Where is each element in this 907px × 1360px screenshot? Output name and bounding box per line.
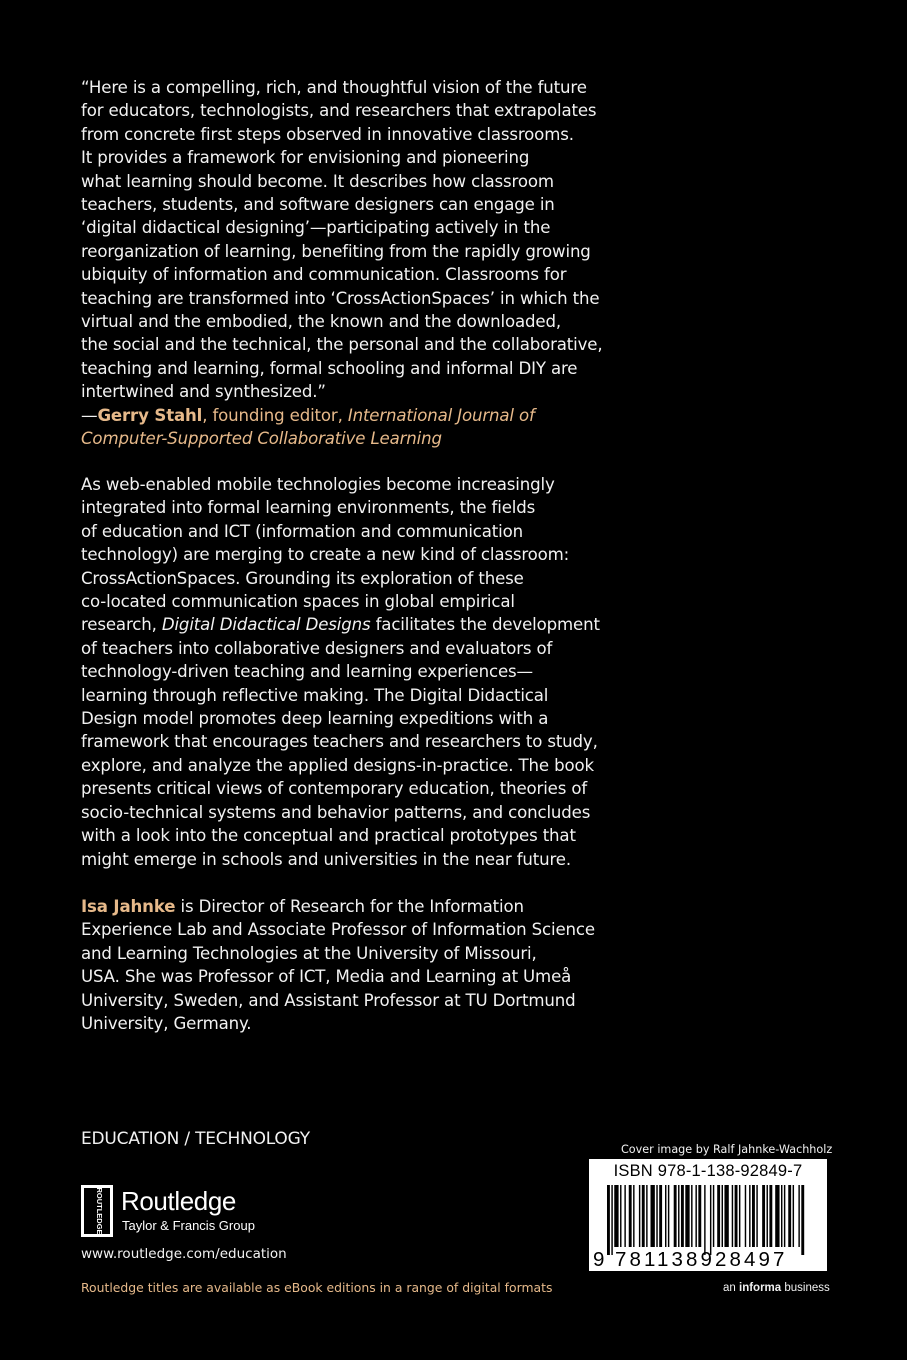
barcode-bar [745,1185,746,1247]
barcode-bar [732,1185,733,1247]
barcode-bar [665,1185,666,1247]
description-line: CrossActionSpaces. Grounding its exploration of these [81,568,524,588]
barcode-bar [739,1185,740,1247]
barcode-bar [674,1185,677,1247]
bio-line: USA. She was Professor of ICT, Media and Learning at Umeå [81,967,572,987]
title-line-suffix: facilitates the development [370,615,600,635]
barcode-bar [704,1185,705,1255]
barcode-bar [724,1185,728,1247]
publisher-group: Taylor & Francis Group [122,1218,255,1233]
informa-prefix: an [723,1282,739,1294]
blurb-line: virtual and the embodied, the known and the downloaded, [81,312,561,332]
description-line: with a look into the conceptual and practical prototypes that [81,826,576,846]
endorsement-blurb [81,76,611,451]
description-line: technology) are merging to create a new kind of classroom: [81,545,570,565]
blurb-line: It provides a framework for envisioning and pioneering [81,148,530,168]
journal-title-line1: International Journal of [347,405,535,425]
barcode-bar [639,1185,640,1247]
barcode-bar [620,1185,621,1247]
blurb-line: ubiquity of information and communication. Classrooms for [81,265,567,285]
attribution-dash: — [81,405,98,425]
book-description [81,473,611,871]
barcode-bar [735,1185,738,1247]
blurb-line: reorganization of learning, benefiting from the rapidly growing [81,241,591,261]
isbn-label: ISBN 978-1-138-92849-7 [613,1162,803,1180]
barcode-bar [801,1185,804,1255]
barcode-bar [762,1185,765,1247]
ebook-note: Routledge titles are available as eBook editions in a range of digital formats [81,1280,553,1295]
description-line: technology-driven teaching and learning experiences— [81,662,533,682]
description-line: presents critical views of contemporary education, theories of [81,779,588,799]
blurb-text [81,76,611,404]
barcode-bar [646,1185,647,1247]
blurb-line: “Here is a compelling, rich, and thoughtful vision of the future [81,78,587,97]
bio-first-line [81,895,611,918]
attribution-name: Gerry Stahl [97,405,203,425]
barcode-bar [691,1185,692,1247]
publisher-url[interactable]: www.routledge.com/education [81,1246,287,1262]
barcode-bar [624,1185,625,1247]
description-line: framework that encourages teachers and researchers to study, [81,732,598,752]
bio-line: University, Sweden, and Assistant Professor at TU Dortmund [81,990,576,1010]
description-line: of teachers into collaborative designers and evaluators of [81,638,553,658]
description-line: co-located communication spaces in global empirical [81,592,515,612]
barcode-bar [614,1185,618,1247]
barcode-bar [668,1185,669,1247]
book-title: Digital Didactical Designs [161,615,371,635]
blurb-line: from concrete first steps observed in innovative classrooms. [81,124,574,144]
barcode-bar [722,1185,723,1247]
barcode-bar [784,1185,785,1247]
description-line: of education and ICT (information and communication [81,521,523,541]
barcode-bar [752,1185,755,1247]
barcode-bar [685,1185,689,1247]
attribution-role: , founding editor, [202,405,348,425]
title-line-prefix: research, [81,615,162,635]
description-line: Design model promotes deep learning expeditions with a [81,709,549,729]
subject-category: EDUCATION / TECHNOLOGY [81,1129,310,1149]
barcode-bar [659,1185,662,1247]
description-line: might emerge in schools and universities in the near future. [81,849,571,869]
cover-credit: Cover image by Ralf Jahnke-Wachholz [621,1143,833,1156]
barcode-bar [710,1185,711,1255]
blurb-line: intertwined and synthesized.” [81,382,326,402]
logo-text: ROUTLEDGE [95,1187,104,1235]
description-line: socio-technical systems and behavior patterns, and concludes [81,802,591,822]
description-line: integrated into formal learning environments, the fields [81,498,536,518]
barcode-bar [651,1185,655,1247]
barcode-bar [642,1185,645,1247]
blurb-line: the social and the technical, the personal and the collaborative, [81,335,603,355]
barcode-bar [611,1185,612,1255]
barcode-bar [698,1185,701,1247]
bio-line: and Learning Technologies at the University of Missouri, [81,943,537,963]
informa-suffix: business [781,1282,830,1294]
barcode-bar [798,1185,799,1247]
barcode-bar [767,1185,768,1247]
isbn-barcode [589,1159,827,1271]
blurb-attribution [81,404,611,427]
description-line: learning through reflective making. The Digital Didactical [81,685,549,705]
blurb-line: for educators, technologists, and researchers that extrapolates [81,101,597,121]
description-line: As web-enabled mobile technologies become increasingly [81,475,555,494]
barcode-bar [756,1185,757,1247]
description-title-line [81,613,611,636]
barcode-bar [717,1185,720,1247]
informa-bold: informa [739,1282,782,1294]
bio-text [81,918,611,1035]
barcode-bar [681,1185,684,1247]
bio-line: Experience Lab and Associate Professor of Information Science [81,920,595,940]
bio-first-line-rest: is Director of Research for the Information [175,897,524,916]
blurb-line: teaching are transformed into ‘CrossActionSpaces’ in which the [81,288,600,308]
blurb-line: teaching and learning, formal schooling and informal DIY are [81,358,578,378]
barcode-bar [678,1185,679,1247]
publisher-name: Routledge [121,1186,236,1216]
bio-line: University, Germany. [81,1014,252,1034]
description-text-part2 [81,637,611,871]
blurb-line: teachers, students, and software designers can engage in [81,195,555,215]
barcode-bar [713,1185,714,1247]
blurb-line: what learning should become. It describes how classroom [81,171,554,191]
barcode-bar [769,1185,772,1247]
barcode-bar [607,1185,610,1255]
routledge-logo-icon [81,1185,113,1237]
barcode-bar [793,1185,794,1247]
barcode-digit-string: 781138928497 [615,1248,788,1271]
barcode-bar [629,1185,632,1247]
description-text-part1 [81,473,611,613]
barcode-bar [775,1185,779,1247]
barcode-bar [656,1185,657,1247]
barcode-bar [695,1185,696,1247]
barcode-first-digit: 9 [593,1248,605,1271]
informa-business [723,1282,830,1294]
barcode-bar [781,1185,782,1247]
author-bio [81,895,611,1035]
journal-title-line2: Computer-Supported Collaborative Learning [81,429,442,449]
publisher-block [81,1183,301,1241]
barcode-bar [633,1185,634,1247]
barcode-bar [749,1185,750,1247]
barcode-bar [788,1185,791,1247]
blurb-line: ‘digital didactical designing’—participating actively in the [81,218,551,238]
author-name: Isa Jahnke [81,897,176,916]
description-line: explore, and analyze the applied designs-in-practice. The book [81,755,594,775]
